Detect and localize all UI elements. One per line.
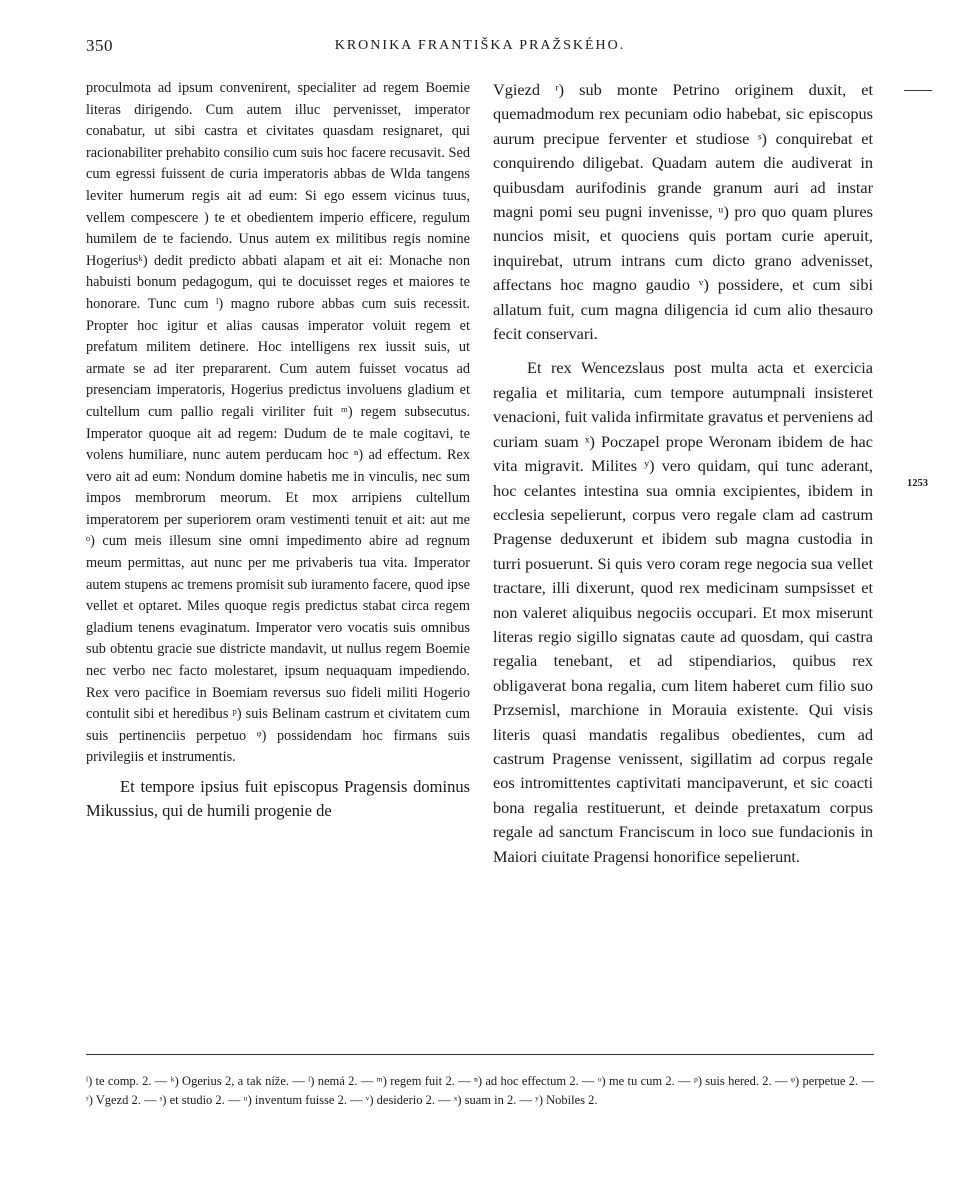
right-paragraph-1: Vgiezd ʳ) sub monte Petrino originem duxit, et quemadmodum rex pecuniam odio habebat, sic episcopus aurum precipue ferventer et studiose ˢ) conquirebat et conquirendo diligebat. Quadam autem die audiverat in quibusdam aurifodinis grande granum auri ad instar magni pomi seu pugni invenisse, ᵘ) pro quo quam plures nuncios misit, et quociens quis portam curie aperuit, inquirebat, utrum intrans cum dicto grano advenisset, affectans hoc magno gaudio ᵛ) possidere, et cum sibi allatum fuit, cum magna diligencia id cum alio thesauro fecit conservari. bbox=[493, 80, 873, 344]
page-number: 350 bbox=[86, 36, 113, 55]
right-column bbox=[493, 78, 873, 869]
left-paragraph-1: proculmota ad ipsum convenirent, specialiter ad regem Boemie literas dirigendo. Cum autem illuc pervenisset, imperator conabatur, ut sibi castra et civitates quasdam resignaret, qui racionabiliter prehabito consilio cum suis hoc facere recusavit. Sed cum egressi fuissent de curia imperatoris abbas de Wlda tangens leviter humerum regis ait ad eum: Si ego essem vicinus tuus, vellem compescere ) te et obedientem imperio efficere, regulum humilem de te faciendo. Unus autem ex militibus regis nomine Hogeriusᵏ) dedit predicto abbati alapam et ait ei: Monache non habuisti bonum pedagogum, qui te docuisset reges et maiores te honorare. Tunc cum ˡ) magno rubore abbas cum suis recessit. Propter hoc igitur et alias causas imperator voluit regem et prefatum militem detinere. Hoc intelligens rex iussit suis, ut armate se ad iter prepararent. Cum autem fuisset vocatus ad presenciam imperatoris, Hogerius predictus involuens gladium et cultellum cum pallio regali viriliter fuit ᵐ) regem subsecutus. Imperator quoque ait ad regem: Dudum de te male cogitavi, te volens humiliare, nunc autem perducam hoc ⁿ) ad effectum. Rex vero ait ad eum: Nondum domine habetis me in vinculis, nec sum impos membrorum meorum. Et mox arripiens cultellum imperatorem per superiorem oram vestimenti tenuit et ait: aut me ᵒ) cum meis illesum sine omni impedimento abire ad regnum meum permittas, aut nunc per me privaberis tua vita. Imperator autem stupens ac tremens promisit sub iuramento facere, quod ipse vellet et optaret. Miles quoque regis predictus stabat circa regem gladium tenens evaginatum. Imperator vero vocatis suis omnibus sub obtentu gracie sue districte mandavit, ut nullus regem Boemie nec verbo nec facto molestaret, ipsum nequaquam impediendo. Rex vero pacifice in Boemiam reversus suo fideli militi Hogerio contulit sibi et heredibus ᵖ) suis Belinam castrum et civitatem cum suis pertinenciis perpetuo ᵠ) possidendam hoc firmans suis privilegiis et instrumentis. bbox=[86, 80, 470, 766]
right-paragraph-2: Et rex Wencezslaus post multa acta et exercicia regalia et militaria, cum tempore autumpnali insisteret venacioni, fuit valida infirmitate gravatus et perveniens ad curiam suam ˣ) Poczapel prope Weronam ibidem de hac vita migravit. Milites ʸ) vero quidam, qui tunc aderant, hoc celantes intestina sua omnia excipientes, ibidem in ecclesia sepelierunt, corpus vero regale clam ad castrum Pragense deduxerunt et ibidem sub magna custodia in turri posuerunt. Si quis vero coram rege negocia sua vellet tractare, illi dixerunt, quod rex medicinam sumpsisset et non valeret aliquibus negociis occupari. Et mox miserunt literas regio sigillo signatas caute ad quosdam, qui castra regalia tenebant, et ad stipendiarios, quibus rex obligaverat bona regalia, cum litem haberet cum filio suo Przsemisl, marchione in Morauia existente. Qui visis literis quasi mandatis regalibus obedientes, cum ad castrum Pragense venissent, sigillatim ad corpus regale eos intromittentes captivitati mancipaverunt, et sic coacti bona regalia restituerunt, et deinde pretaxatum corpus regale ad sanctum Franciscum in loco sue fundacionis in Maiori ciuitate Pragensi honorifice sepelierunt. bbox=[493, 358, 873, 866]
running-title: KRONIKA FRANTIŠKA PRAŽSKÉHO. bbox=[334, 38, 626, 53]
left-paragraph-2: Et tempore ipsius fuit episcopus Pragensis dominus Mikussius, qui de humili progenie de bbox=[86, 777, 470, 821]
footnote-text: ˡ) te comp. 2. — ᵏ) Ogerius 2, a tak níže. — ˡ) nemá 2. — ᵐ) regem fuit 2. — ⁿ) ad hoc effectum 2. — ᵒ) me tu cum 2. — ᵖ) suis hered. 2. — ᵠ) perpetue 2. — ʳ) Vgezd 2. — ˢ) et studio 2. — ᵘ) inventum fuisse 2. — ᵛ) desiderio 2. — ˣ) suam in 2. — ʸ) Nobiles 2. bbox=[86, 1074, 874, 1107]
margin-year: 1253 bbox=[907, 478, 928, 489]
margin-dash bbox=[904, 90, 932, 91]
left-column bbox=[86, 78, 470, 824]
footnotes bbox=[86, 1072, 874, 1109]
footnote-rule bbox=[86, 1054, 874, 1055]
